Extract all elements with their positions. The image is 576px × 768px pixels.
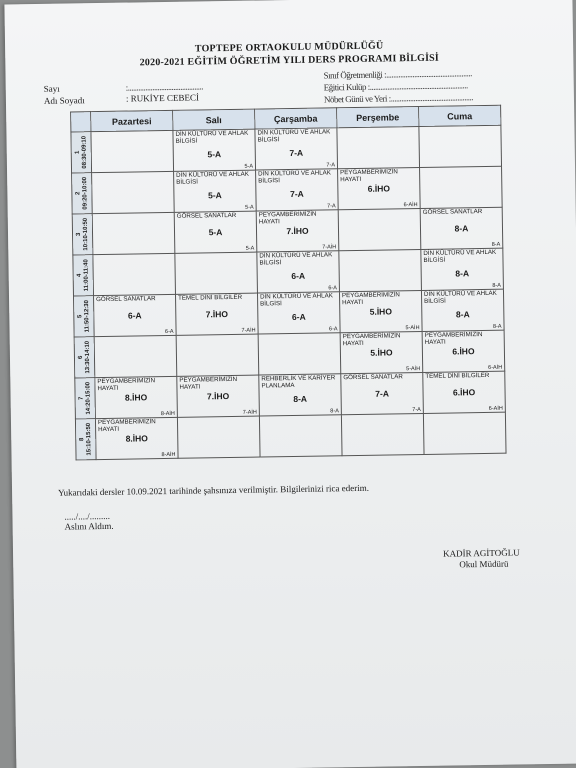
schedule-cell (340, 331, 423, 373)
cell-subject: DİN KÜLTÜRÜ VE AHLAK BİLGİSİ (258, 169, 331, 185)
period-label-cell (75, 419, 96, 460)
cell-subject: PEYGAMBERİMİZİN HAYATI (424, 331, 483, 346)
schedule-cell (176, 334, 259, 376)
schedule-cell (338, 208, 421, 250)
cell-class-code: 5-AİH (405, 325, 420, 332)
schedule-cell (174, 211, 257, 253)
day-header: Pazartesi (91, 110, 173, 131)
schedule-cell (174, 170, 257, 212)
period-label (78, 382, 93, 415)
period-label (77, 300, 92, 333)
program-title: 2020-2021 EĞİTİM ÖĞRETİM YILI DERS PROGRAMI BİLGİSİ (139, 52, 440, 69)
period-label-cell (73, 255, 94, 296)
cell-class: 6.İHO (452, 387, 476, 398)
cell-class-code: 8-AİH (161, 451, 176, 459)
cell-class-code: 6-A (328, 285, 337, 292)
period-label-cell (71, 132, 92, 173)
schedule-cell (95, 376, 178, 418)
schedule-cell (423, 412, 506, 454)
cell-subject: DİN KÜLTÜRÜ VE AHLAK BİLGİSİ (176, 170, 249, 186)
cell-class: 5-A (207, 149, 222, 160)
signer-name: KADİR AGİTOĞLU (443, 547, 520, 559)
cell-subject: TEMEL DİNİ BİLGİLER (425, 371, 490, 380)
cell-class: 7.İHO (205, 309, 228, 320)
school-title: TOPTEPE ORTAOKULU MÜDÜRLÜĞÜ (194, 40, 384, 55)
cell-class: 5-A (208, 190, 222, 201)
period-row (75, 412, 506, 460)
schedule-cell (255, 128, 338, 170)
period-label-cell (74, 296, 95, 337)
period-label-cell (75, 378, 96, 419)
cell-class-code: 7-AİH (322, 244, 337, 251)
schedule-cell (175, 293, 258, 335)
date-blank: ...../..../......... (64, 510, 111, 522)
schedule-cell (173, 129, 256, 171)
cell-class: 7-A (289, 147, 304, 159)
cell-subject: DİN KÜLTÜRÜ VE AHLAK BİLGİSİ (175, 129, 249, 145)
schedule-cell (177, 375, 260, 417)
cell-subject: GÖRSEL SANATLAR (343, 373, 403, 382)
schedule-cell (92, 171, 175, 213)
schedule-cell (258, 333, 341, 375)
cell-class: 6-A (127, 310, 142, 321)
cell-subject: PEYGAMBERİMİZİN HAYATI (97, 377, 156, 392)
cell-class: 6.İHO (367, 183, 391, 194)
period-label-cell (72, 173, 93, 214)
schedule-cell (259, 374, 342, 416)
period-time: 08:30-09:10 (80, 135, 88, 169)
period-time: 09:20-10:00 (81, 176, 89, 210)
cell-subject: DİN KÜLTÜRÜ VE AHLAK BİLGİSİ (259, 251, 333, 267)
period-row (72, 166, 503, 214)
period-number: 1 (74, 150, 81, 155)
cell-class-code: 5-AİH (406, 366, 421, 373)
schedule-cell (339, 290, 422, 332)
cell-subject: GÖRSEL SANATLAR (176, 211, 237, 220)
cell-class-code: 8-AİH (160, 410, 175, 418)
period-number: 5 (76, 314, 83, 319)
schedule-cell (94, 294, 177, 336)
document-page (4, 0, 576, 768)
cell-class-code: 6-A (328, 326, 338, 333)
period-number: 8 (78, 437, 85, 442)
cell-class: 5.İHO (370, 347, 393, 358)
schedule-cell (339, 249, 422, 291)
schedule-cell (257, 292, 340, 334)
period-number: 6 (77, 355, 84, 360)
schedule-cell (337, 126, 420, 168)
cell-subject: GÖRSEL SANATLAR (422, 208, 483, 216)
period-row (71, 125, 502, 173)
cell-class-code: 5-A (245, 204, 254, 211)
schedule-cell (422, 330, 505, 372)
received-text: Aslını Aldım. (64, 520, 114, 532)
cell-subject: PEYGAMBERİMİZİN HAYATI (97, 418, 156, 433)
period-label (78, 423, 93, 456)
period-time: 11:50-12:30 (83, 300, 91, 333)
notice-text: Yukarıdaki dersler 10.09.2021 tarihinde şahsınıza verilmiştir. Bilgilerinizi rica ederim. (58, 482, 370, 498)
cell-class-code: 8-A (491, 241, 501, 248)
cell-class: 5.İHO (369, 306, 392, 317)
cell-class-code: 6-AİH (403, 202, 418, 209)
cell-class-code: 5-A (245, 245, 255, 252)
cell-class: 6-A (291, 311, 306, 323)
schedule-cell (94, 335, 177, 377)
schedule-cell (419, 125, 502, 167)
cell-class: 7.İHO (206, 391, 230, 402)
cell-class: 6-A (291, 270, 306, 282)
cell-subject: DİN KÜLTÜRÜ VE AHLAK BİLGİSİ (423, 248, 497, 264)
name-label: Adı Soyadı (43, 95, 85, 106)
schedule-cell (256, 169, 339, 211)
period-label (75, 218, 90, 251)
schedule-cell (177, 416, 260, 458)
cell-subject: DİN KÜLTÜRÜ VE AHLAK BİLGİSİ (257, 128, 331, 144)
cell-subject: GÖRSEL SANATLAR (96, 295, 156, 304)
corner-cell (71, 112, 91, 132)
sayi-label: Sayı (43, 83, 60, 94)
period-row (72, 207, 503, 255)
schedule-cell (93, 253, 176, 295)
cell-class-code: 6-AİH (488, 405, 503, 412)
period-label (75, 177, 90, 210)
cell-class: 8-A (455, 309, 470, 320)
schedule-cell (423, 371, 506, 413)
schedule-cell (420, 207, 503, 249)
cell-subject: PEYGAMBERİMİZİN HAYATI (342, 332, 401, 347)
period-time: 10:10-10:50 (82, 217, 89, 251)
period-number: 7 (78, 396, 85, 401)
cell-subject: PEYGAMBERİMİZİN HAYATI (179, 375, 238, 391)
name-value: : RUKİYE CEBECİ (125, 92, 199, 104)
cell-class-code: 7-A (327, 203, 336, 210)
cell-class-code: 7-AİH (241, 327, 256, 334)
period-number: 3 (75, 232, 82, 237)
schedule-cell (92, 212, 175, 254)
period-row (75, 371, 506, 419)
cell-class: 8.İHO (124, 392, 148, 403)
period-time: 15:10-15:50 (85, 422, 93, 456)
period-number: 2 (74, 191, 81, 196)
period-row (74, 289, 505, 337)
period-label-cell (72, 214, 93, 255)
schedule-cell (421, 248, 504, 290)
day-header: Çarşamba (255, 108, 337, 129)
day-header: Cuma (419, 105, 501, 126)
cell-class-code: 6-A (164, 328, 174, 336)
period-label (76, 259, 91, 291)
schedule-cell (341, 413, 424, 455)
cell-class-code: 7-A (412, 406, 421, 414)
duty-field: Nöbet Günü ve Yeri :............................................... (323, 92, 474, 105)
period-label (77, 341, 92, 374)
cell-class-code: 8-A (330, 408, 339, 415)
day-header: Salı (173, 109, 255, 130)
cell-class: 8-A (454, 223, 469, 234)
cell-class-code: 6-AİH (488, 364, 503, 371)
cell-class: 8-A (455, 268, 470, 279)
cell-subject: PEYGAMBERİMİZİN HAYATI (340, 168, 398, 183)
cell-class: 7-A (375, 388, 389, 399)
schedule-cell (257, 251, 340, 293)
club-field: Eğitici Kulüp :........................................................ (323, 80, 468, 93)
period-label (74, 136, 89, 169)
schedule-cell (175, 252, 258, 294)
period-number: 4 (76, 273, 83, 278)
cell-class-code: 7-AİH (242, 409, 257, 416)
cell-class-code: 8-A (492, 282, 501, 289)
schedule-table (70, 105, 506, 461)
cell-class: 5-A (208, 227, 223, 238)
schedule-cell (256, 210, 339, 252)
cell-class-code: 5-A (244, 163, 254, 170)
cell-class: 8.İHO (125, 433, 148, 444)
cell-class-code: 8-A (492, 323, 502, 330)
cell-class: 6.İHO (452, 346, 475, 357)
period-time: 11:00-11:40 (82, 259, 90, 292)
period-label-cell (74, 337, 95, 378)
cell-subject: DİN KÜLTÜRÜ VE AHLAK BİLGİSİ (259, 292, 333, 308)
cell-subject: DİN KÜLTÜRÜ VE AHLAK BİLGİSİ (423, 289, 497, 305)
cell-subject: REHBERLİK VE KARİYER PLANLAMA (261, 374, 336, 390)
schedule-cell (259, 415, 342, 457)
period-row (74, 330, 505, 378)
sayi-value: :........................................... (125, 81, 204, 93)
schedule-cell (91, 130, 174, 172)
cell-class: 8-A (293, 393, 308, 404)
period-row (73, 248, 504, 296)
schedule-cell (341, 372, 424, 414)
period-time: 13:30-14:10 (84, 340, 91, 374)
class-teacher-field: Sınıf Öğretmenliği :................................................. (323, 68, 472, 81)
schedule-cell (338, 167, 421, 209)
day-header: Perşembe (337, 106, 419, 127)
signer-title: Okul Müdürü (459, 558, 509, 570)
schedule-cell (420, 166, 503, 208)
schedule-cell (95, 417, 178, 459)
cell-class: 7.İHO (286, 225, 309, 237)
cell-class: 7-A (289, 188, 304, 200)
schedule-cell (421, 289, 504, 331)
cell-class-code: 7-A (326, 162, 336, 169)
cell-subject: TEMEL DİNİ BİLGİLER (177, 293, 243, 302)
cell-subject: PEYGAMBERİMİZİN HAYATI (341, 291, 400, 306)
cell-subject: PEYGAMBERİMİZİN HAYATI (258, 210, 317, 226)
period-time: 14:20-15:00 (84, 381, 92, 415)
